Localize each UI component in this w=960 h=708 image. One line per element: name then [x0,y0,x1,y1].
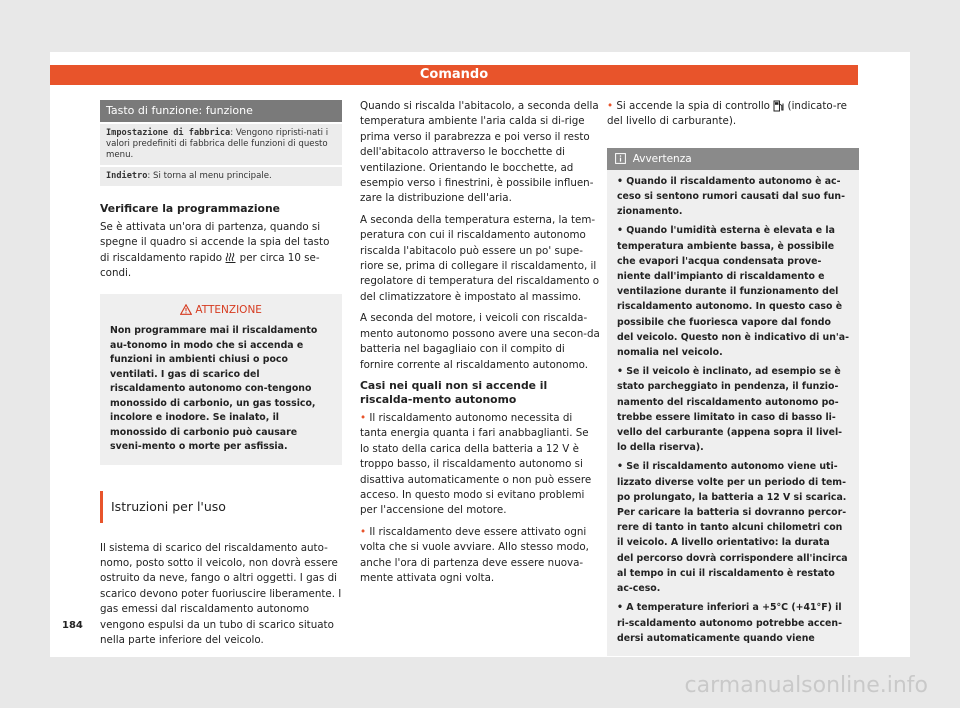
bullet-item: • Si accende la spia di controllo (indicato-re del livello di carburante). [607,100,847,128]
bullet: • [617,225,623,237]
column-middle [360,99,600,592]
fuel-pump-icon [773,100,784,112]
bullet-item: • Il riscaldamento deve essere attivato ogni volta che si vuole avviare. Allo stesso modo, anche l'ora di partenza deve essere nuova-mente attivata ogni volta. [360,525,589,584]
function-desc: : Si torna al menu principale. [147,171,272,181]
bullet: • [607,100,614,112]
attention-title: ATTENZIONE [195,303,262,316]
note-text [607,170,859,656]
column-right [607,99,859,656]
bullet: • [360,525,367,538]
attention-header [100,294,342,324]
bullet-item: • A temperature inferiori a +5°C (+41°F) il ri-scaldamento autonomo potrebbe accen-dersi automaticamente quando viene [617,602,842,644]
subsection-title: Casi nei quali non si accende il riscalda-mento autonomo [360,378,548,406]
bullet: • [360,411,367,424]
heating-icon [225,252,236,263]
note-header [607,148,859,170]
paragraph: Il sistema di scarico del riscaldamento auto-nomo, posto sotto il veicolo, non dovrà essere ostruito da neve, fango o altri oggetti. I gas di scarico devono poter fuoriuscire liberamente. I gas emessi dal riscaldamento autonomo vengono espulsi da un tubo di scarico situato nella parte inferiore del veicolo. [100,541,342,646]
section-heading: Istruzioni per l'uso [100,491,342,523]
bullet-item: • Se il riscaldamento autonomo viene uti-lizzato diverse volte per un periodo di tem-po prolungato, la batteria a 12 V si scarica. Per caricare la batteria si dovranno percor-rere di tanto in tanto alcuni chilometri con il veicolo. A livello orientativo: la durata del percorso dovrà corrispondere all'incirca al tempo in cui il riscaldamento è restato ac-ceso. [617,461,848,595]
function-key: Indietro [106,171,148,181]
paragraph: Se è attivata un'ora di partenza, quando si spegne il quadro si accende la spia del tasto di riscaldamento rapido per circa 10 se-condi. [100,221,330,280]
table-row [100,167,342,186]
watermark: carmanualsonline.info [684,673,928,698]
function-table [100,100,342,186]
page-number: 184 [62,620,83,631]
attention-box [100,294,342,465]
table-caption: Tasto di funzione: funzione [100,100,342,122]
bullet-item: • Quando il riscaldamento autonomo è ac-ceso si sentono rumori causati dal suo fun-zionamento. [617,175,845,218]
page-header: Comando [50,65,858,85]
bullet-item: • Il riscaldamento autonomo necessita di tanta energia quanta i fari anabbaglianti. Se lo stato della carica della batteria a 12 V è troppo basso, il riscaldamento autonomo si disattiva automaticamente o non può essere acceso. In questo modo si evitano problemi per l'accensione del motore. [360,411,592,517]
section-title: Verificare la programmazione [100,202,280,215]
bullet: • [617,461,623,473]
paragraph: A seconda della temperatura esterna, la tem-peratura con cui il riscaldamento autonomo riscalda l'abitacolo può essere un po' supe-riore se, prima di collegare il riscaldamento, il regolatore di temperatura del riscaldamento o del climatizzatore è impostato al massimo. [360,213,600,303]
info-icon [615,153,626,164]
note-box [607,148,859,656]
table-row [100,124,342,165]
bullet: • [617,366,623,378]
bullet: • [617,602,623,614]
function-desc: : Vengono ripristi-nati i valori predefiniti di fabbrica delle funzioni di questo menu. [106,128,329,160]
note-title: Avvertenza [632,152,692,165]
paragraph: Quando si riscalda l'abitacolo, a seconda della temperatura ambiente l'aria calda si di-rige prima verso il parabrezza e poi verso il resto dell'abitacolo attraverso le bocchette di ventilazione. Orientando le bocchette, ad esempio verso i finestrini, è possibile influen-zare la distribuzione dell'aria. [360,100,599,205]
warning-triangle-icon [180,304,192,315]
column-left [100,100,342,654]
bullet-item: • Se il veicolo è inclinato, ad esempio se è stato parcheggiato in pendenza, il funzio-namento del riscaldamento autonomo po-trebbe essere limitato in caso di basso li-vello del carburante (appena sopra il livel-lo della riserva). [617,366,843,454]
function-key: Impostazione di fabbrica [106,128,231,138]
bullet-item: • Quando l'umidità esterna è elevata e la temperatura ambiente bassa, è possibile che evapori l'acqua condensata prove-niente dall'impianto di riscaldamento e ventilazione durante il funzionamento del riscaldamento autonomo. In questo caso è possibile che fuoriesca vapore dal fondo del veicolo. Questo non è indicativo di un'a-nomalia nel veicolo. [617,225,849,359]
bullet: • [617,175,623,187]
attention-text: Non programmare mai il riscaldamento au-tonomo in modo che si accenda e funzioni in ambienti chiusi o poco ventilati. I gas di scarico del riscaldamento autonomo con-tengono monossido di carbonio, un gas tossico, incolore e inodore. Se inalato, il monossido di carbonio può causare sveni-mento o morte per asfissia. [110,325,318,453]
paragraph: A seconda del motore, i veicoli con riscalda-mento autonomo possono avere una secon-da batteria nel bagagliaio con il compito di fornire corrente al riscaldamento autonomo. [360,312,600,371]
